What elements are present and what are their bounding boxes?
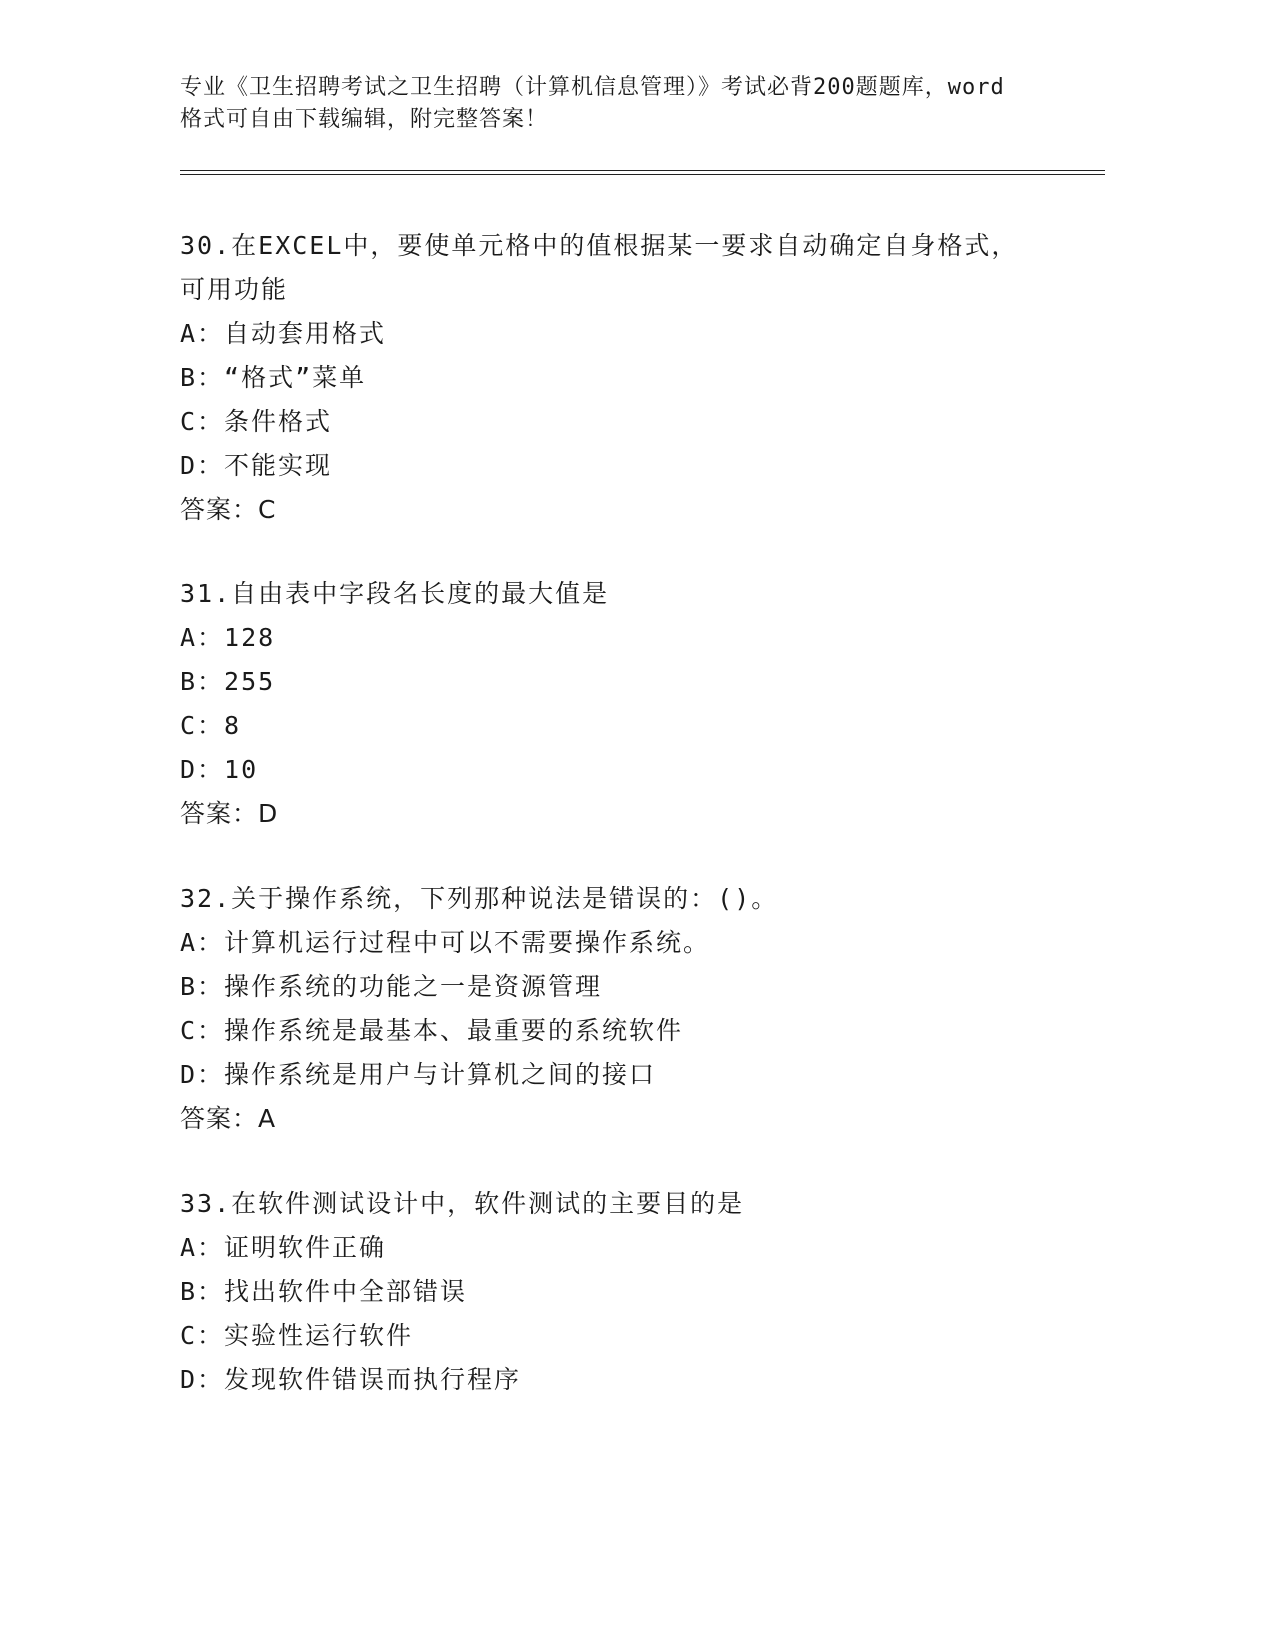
option-d: D：不能实现 — [180, 451, 333, 480]
question-33 — [180, 1182, 1080, 1402]
answer: 答案：C — [180, 495, 277, 524]
option-a: A：128 — [180, 623, 276, 652]
option-c: C：操作系统是最基本、最重要的系统软件 — [180, 1016, 684, 1045]
question-stem: 33.在软件测试设计中，软件测试的主要目的是 — [180, 1189, 745, 1218]
option-a: A：自动套用格式 — [180, 319, 387, 348]
option-c: C：8 — [180, 711, 242, 740]
question-stem: 30.在EXCEL中，要使单元格中的值根据某一要求自动确定自身格式， — [180, 231, 1019, 260]
option-a: A：证明软件正确 — [180, 1233, 387, 1262]
option-d: D：10 — [180, 755, 259, 784]
question-32 — [180, 877, 1080, 1141]
option-b: B：“格式”菜单 — [180, 363, 367, 392]
option-b: B：找出软件中全部错误 — [180, 1277, 468, 1306]
question-stem: 31.自由表中字段名长度的最大值是 — [180, 579, 610, 608]
option-a: A：计算机运行过程中可以不需要操作系统。 — [180, 928, 711, 957]
document-header — [180, 72, 1060, 136]
question-31 — [180, 572, 1080, 836]
option-c: C：实验性运行软件 — [180, 1321, 414, 1350]
question-30 — [180, 224, 1080, 532]
option-d: D：操作系统是用户与计算机之间的接口 — [180, 1060, 657, 1089]
header-title-line-2: 格式可自由下载编辑，附完整答案！ — [180, 107, 549, 132]
option-d: D：发现软件错误而执行程序 — [180, 1365, 522, 1394]
answer: 答案：A — [180, 1104, 277, 1133]
answer: 答案：D — [180, 799, 279, 828]
option-c: C：条件格式 — [180, 407, 333, 436]
question-stem: 32.关于操作系统，下列那种说法是错误的：()。 — [180, 884, 779, 913]
header-title-line-1: 专业《卫生招聘考试之卫生招聘（计算机信息管理）》考试必背200题题库，word — [180, 75, 1005, 100]
option-b: B：255 — [180, 667, 276, 696]
header-divider-top — [180, 170, 1105, 171]
header-divider-bottom — [180, 174, 1105, 175]
question-stem-continued: 可用功能 — [180, 275, 289, 304]
option-b: B：操作系统的功能之一是资源管理 — [180, 972, 603, 1001]
